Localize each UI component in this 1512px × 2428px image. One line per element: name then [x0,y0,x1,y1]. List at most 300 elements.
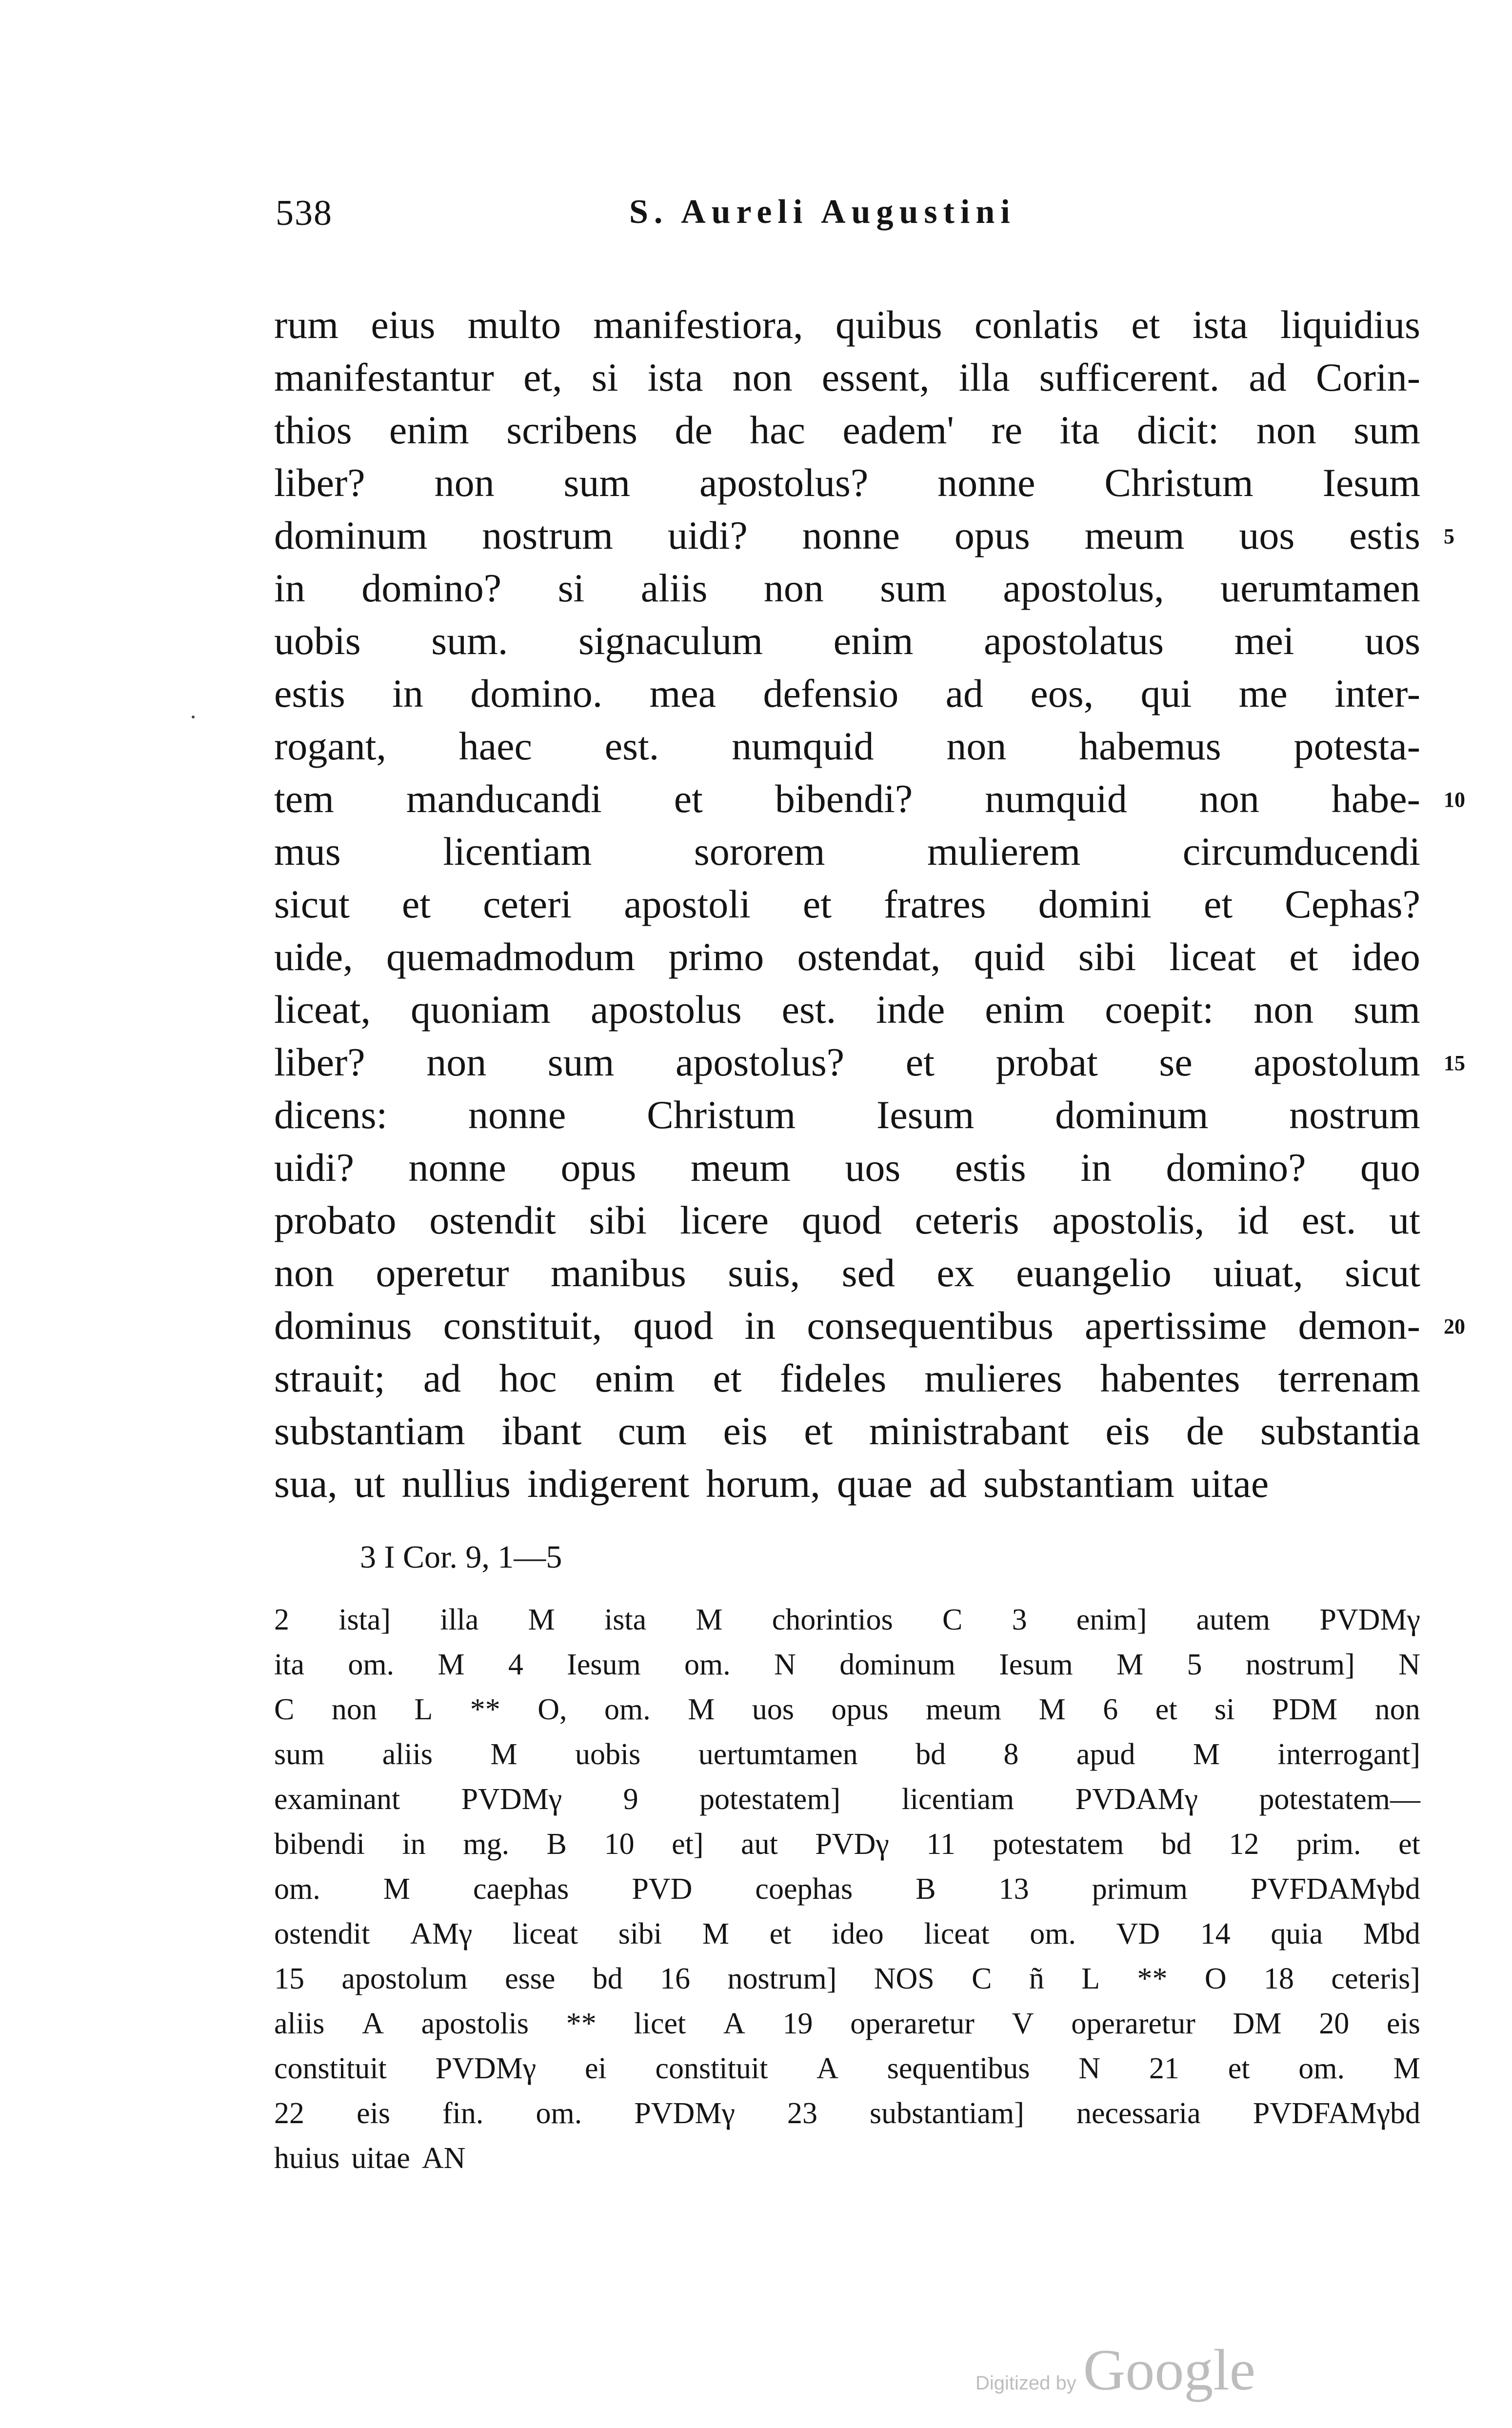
word: ceteri [483,882,572,926]
word: 22 [274,2097,304,2130]
word: non [946,724,1007,768]
critical-apparatus [274,1597,1420,2181]
word: apostolum [1253,1040,1420,1084]
text-line [274,457,1420,509]
word: ad [929,1461,967,1506]
word: C [274,1693,295,1726]
word: numquid [732,724,874,768]
text-line [274,931,1420,983]
word: et, [523,355,562,399]
word: VD [1116,1917,1160,1950]
word: hoc [499,1356,557,1400]
word: id [1237,1198,1269,1242]
word: Iesum [999,1648,1073,1681]
word: ad [1249,355,1287,399]
word: constituit [274,2052,387,2085]
text-line [274,773,1420,825]
word: 14 [1200,1917,1231,1950]
word: Christum [647,1093,796,1137]
word: quod [801,1198,882,1242]
main-text [274,299,1420,1510]
word: M [1393,2052,1420,2085]
word: uitae [351,2142,410,2175]
word: dominum [839,1648,955,1681]
word: caephas [473,1872,569,1906]
word: in [744,1303,776,1348]
word: Iesum [876,1093,975,1137]
word: et [1203,882,1233,926]
word: nonne [408,1145,506,1190]
word: eadem' [842,408,955,452]
word: non [1256,408,1316,452]
word: 5 [1187,1648,1202,1681]
word: A [816,2052,838,2085]
word: rum [274,302,339,347]
word: liceat [924,1917,990,1950]
word: primum [1092,1872,1188,1906]
word: uiuat, [1213,1251,1303,1295]
word: si [1214,1693,1235,1726]
word: licentiam [443,829,592,874]
word: substantiam [274,1409,465,1453]
word: fideles [779,1356,887,1400]
word: quemadmodum [386,935,636,979]
word: eius [371,302,436,347]
word: nostrum [482,513,613,557]
word: eis [723,1409,768,1453]
word: sibi [1078,935,1136,979]
word: 11 [926,1828,956,1861]
word: 2 [274,1603,289,1636]
word: opus [954,513,1030,557]
word: meum [926,1693,1002,1726]
text-line [274,1457,1420,1510]
word: uide, [274,935,353,979]
word: om. [1298,2052,1345,2085]
word: nostrum] [727,1962,837,1995]
word: potesta- [1293,724,1420,768]
word: B [546,1828,567,1861]
word: nonne [937,460,1035,505]
word: domino. [470,671,603,716]
word: mea [649,671,716,716]
word: PVDγ [815,1828,889,1861]
word: eos, [1030,671,1094,716]
apparatus-line [274,1867,1420,1911]
word: liber? [274,460,365,505]
word: apostolus? [699,460,869,505]
word: ad [945,671,984,716]
word: apertissime [1084,1303,1267,1348]
word: sibi [589,1198,647,1242]
word: PVDMγ [461,1783,562,1816]
word: uos [1365,618,1420,663]
word: scribens [506,408,637,452]
word: manifestantur [274,355,494,399]
word: re [991,408,1023,452]
word: fratres [884,882,986,926]
word: PVDMγ [1319,1603,1420,1636]
text-line [274,1299,1420,1352]
margin-line-number: 10 [1444,788,1465,812]
word: dicit: [1136,408,1219,452]
word: nonne [802,513,900,557]
word: et [1155,1693,1177,1726]
word: M [1193,1738,1220,1771]
word: licentiam [901,1783,1015,1816]
word: M [702,1917,730,1950]
word: euangelio [1016,1251,1172,1295]
text-line [274,1352,1420,1405]
word: apostolus, [1003,566,1164,610]
word: eis [357,2097,390,2130]
word: AMγ [410,1917,473,1950]
word: non [434,460,495,505]
word: et [769,1917,792,1950]
word: operaretur [850,2007,975,2040]
word: PVFDAMγbd [1251,1872,1420,1906]
word: bd [915,1738,946,1771]
word: ibant [501,1409,582,1453]
word: L [1081,1962,1100,1995]
word: chorintios [772,1603,893,1636]
word: liceat, [274,987,371,1032]
word: nullius [401,1461,511,1506]
word: nonne [468,1093,566,1137]
text-line [274,615,1420,667]
word: coepit: [1105,987,1214,1032]
word: constituit [655,2052,768,2085]
word: 8 [1003,1738,1019,1771]
word: liceat [512,1917,578,1950]
word: domino? [1166,1145,1306,1190]
word: 21 [1149,2052,1179,2085]
word: illa [440,1603,479,1636]
word: et] [672,1828,704,1861]
word: haec [458,724,532,768]
word: enim] [1076,1603,1147,1636]
word: ista [604,1603,647,1636]
word: om. [684,1648,731,1681]
word: O [1204,1962,1227,1995]
word: sum [1353,408,1420,452]
word: sicut [1345,1251,1420,1295]
word: sibi [618,1917,662,1950]
word: apostolatus [984,618,1164,663]
word: sua, [274,1461,338,1506]
word: de [1186,1409,1224,1453]
word: probato [274,1198,397,1242]
word: ut [354,1461,385,1506]
word: ut [1389,1198,1420,1242]
word: M [1038,1693,1066,1726]
word: sum [563,460,631,505]
scan-speck [192,716,195,718]
word: non [1199,776,1259,821]
word: si [591,355,618,399]
word: om. [1030,1917,1076,1950]
word: sequentibus [887,2052,1030,2085]
apparatus-line [274,1687,1420,1732]
word: aut [741,1828,778,1861]
word: et [713,1356,742,1400]
margin-line-number: 5 [1444,524,1454,548]
word: coephas [755,1872,853,1906]
word: PVDAMγ [1075,1783,1198,1816]
word: ceteris [915,1198,1019,1242]
word: non [426,1040,487,1084]
word: 16 [660,1962,691,1995]
word: ** [470,1693,500,1726]
word: dominum [1055,1093,1209,1137]
word: quia [1271,1917,1323,1950]
word: apud [1076,1738,1135,1771]
word: sororem [694,829,825,874]
word: L [414,1693,433,1726]
word: uobis [575,1738,641,1771]
word: ita [1059,408,1100,452]
word: 10 [604,1828,635,1861]
word: et [674,776,703,821]
apparatus-line [274,1956,1420,2001]
word: ministrabant [869,1409,1069,1453]
word: opus [560,1145,637,1190]
apparatus-line [274,1822,1420,1867]
word: substantia [1260,1409,1420,1453]
word: quid [974,935,1045,979]
word: bd [1161,1828,1192,1861]
margin-line-number: 15 [1444,1051,1465,1075]
word: meum [690,1145,791,1190]
word: M [490,1738,517,1771]
apparatus-line [274,1911,1420,1956]
word: aliis [274,2007,325,2040]
word: N [1398,1648,1420,1681]
word: et [1228,2052,1250,2085]
word: om. [274,1872,320,1906]
word: Cephas? [1285,882,1420,926]
word: estis [955,1145,1026,1190]
word: 18 [1264,1962,1294,1995]
word: in [402,1828,426,1861]
word: est. [604,724,659,768]
word: in [1080,1145,1112,1190]
word: apostolis [421,2007,529,2040]
word: dominus [274,1303,412,1348]
word: sum [880,566,947,610]
word: M [1116,1648,1144,1681]
word: M [528,1603,555,1636]
word: manducandi [406,776,602,821]
text-line [274,562,1420,615]
word: dominum [274,513,428,557]
word: Iesum [1322,460,1420,505]
word: manifestiora, [593,302,803,347]
word: domino? [361,566,502,610]
word: thios [274,408,352,452]
word: consequentibus [807,1303,1054,1348]
word: suis, [728,1251,800,1295]
apparatus-line [274,2136,1420,2181]
word: V [1012,2007,1034,2040]
word: 20 [1319,2007,1350,2040]
word: ostendit [429,1198,556,1242]
apparatus-line [274,1732,1420,1777]
word: PVDMγ [435,2052,537,2085]
word: substantiam [983,1461,1174,1506]
watermark-prefix: Digitized by [975,2372,1076,2394]
word: ideo [832,1917,884,1950]
word: non [763,566,824,610]
word: 3 [1012,1603,1027,1636]
word: sum. [431,618,508,663]
word: DM [1233,2007,1282,2040]
word: habemus [1079,724,1221,768]
word: primo [668,935,764,979]
word: apostolum [341,1962,468,1995]
digitized-by-google-watermark [975,2336,1255,2404]
word: signaculum [578,618,763,663]
text-line [274,1247,1420,1299]
word: Mbd [1363,1917,1420,1950]
word: 6 [1103,1693,1118,1726]
word: ideo [1351,935,1420,979]
word: ostendit [274,1917,370,1950]
google-logo: Google [1083,2337,1256,2402]
word: non [1253,987,1314,1032]
word: liquidius [1280,302,1420,347]
word: apostolis, [1052,1198,1205,1242]
word: AN [421,2142,466,2175]
apparatus-line [274,1597,1420,1642]
word: PVDMγ [634,2097,735,2130]
word: est. [781,987,836,1032]
word: uidi? [274,1145,354,1190]
word: strauit; [274,1356,385,1400]
word: aliis [382,1738,433,1771]
word: PDM [1272,1693,1338,1726]
word: 13 [998,1872,1029,1906]
word: horum, [706,1461,820,1506]
word: me [1238,671,1288,716]
word: apostolus [590,987,742,1032]
word: ista [647,355,703,399]
word: indigerent [527,1461,690,1506]
word: 12 [1229,1828,1259,1861]
word: bibendi? [775,776,913,821]
word: ceteris] [1331,1962,1420,1995]
word: enim [833,618,914,663]
text-line [274,509,1420,562]
word: liceat [1169,935,1256,979]
word: potestatem— [1259,1783,1420,1816]
word: sum [547,1040,615,1084]
word: terrenam [1278,1356,1420,1400]
word: PVD [632,1872,693,1906]
word: quoniam [410,987,551,1032]
word: sufficerent. [1039,355,1220,399]
word: ostendat, [797,935,941,979]
apparatus-line [274,2091,1420,2136]
word: PVDFAMγbd [1253,2097,1420,2130]
word: estis [1349,513,1420,557]
word: non [1374,1693,1420,1726]
text-line [274,404,1420,457]
word: uos [845,1145,901,1190]
word: cum [617,1409,687,1453]
text-line [274,1141,1420,1194]
word: operetur [376,1251,509,1295]
word: ista [1192,302,1248,347]
word: M [383,1872,410,1906]
word: non [732,355,793,399]
word: eis [1105,1409,1150,1453]
word: hac [750,408,805,452]
text-line [274,720,1420,773]
word: apostolus? [675,1040,845,1084]
word: inter- [1334,671,1420,716]
word: operaretur [1071,2007,1195,2040]
word: C [972,1962,992,1995]
word: 19 [782,2007,813,2040]
word: potestatem [993,1828,1124,1861]
apparatus-line [274,1642,1420,1687]
word: nostrum [1289,1093,1420,1137]
word: circumducendi [1182,829,1420,874]
word: interrogant] [1277,1738,1420,1771]
text-line [274,1194,1420,1247]
text-line [274,825,1420,878]
word: enim [389,408,469,452]
word: substantiam] [870,2097,1024,2130]
word: et [802,882,832,926]
word: probat [995,1040,1098,1084]
word: dicens: [274,1093,388,1137]
word: mg. [463,1828,510,1861]
word: licet [634,2007,686,2040]
word: enim [595,1356,675,1400]
word: est. [1301,1198,1356,1242]
word: conlatis [974,302,1099,347]
word: de [675,408,713,452]
word: bibendi [274,1828,365,1861]
word: M [438,1648,465,1681]
word: uitae [1191,1461,1269,1506]
word: et [401,882,431,926]
word: 23 [787,2097,817,2130]
word: numquid [985,776,1127,821]
word: et [1398,1828,1420,1861]
word: 4 [508,1648,523,1681]
word: M [696,1603,723,1636]
word: estis [274,671,345,716]
word: Christum [1104,460,1253,505]
word: esse [505,1962,556,1995]
word: multo [467,302,561,347]
word: Corin- [1315,355,1420,399]
word: quo [1360,1145,1420,1190]
word: ei [584,2052,607,2085]
word: quibus [835,302,942,347]
word: potestatem] [699,1783,841,1816]
word: huius [274,2142,340,2175]
word: mei [1234,618,1294,663]
word: in [274,566,305,610]
word: essent, [821,355,930,399]
word: A [723,2007,745,2040]
word: uos [752,1693,795,1726]
text-line [274,983,1420,1036]
